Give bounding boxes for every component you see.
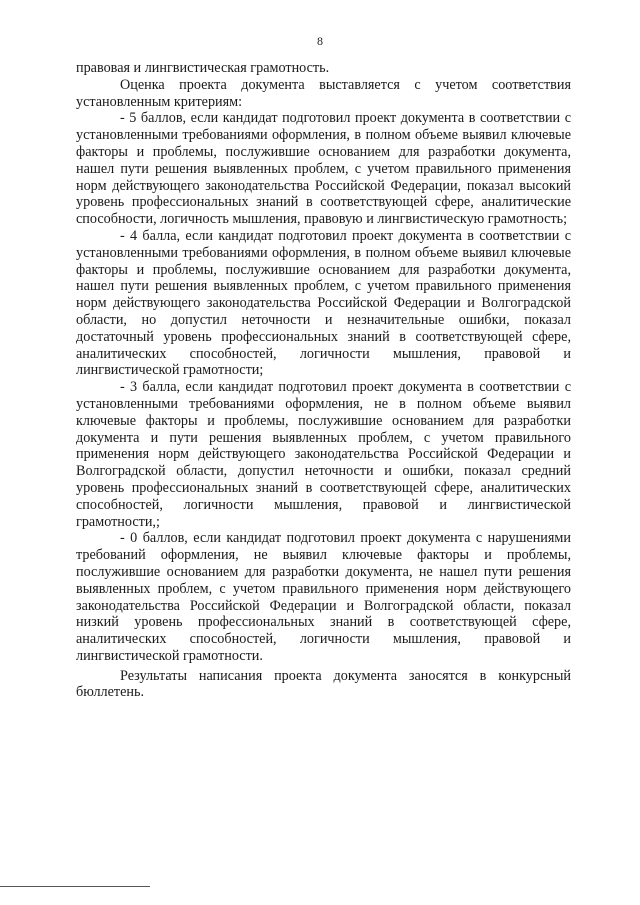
paragraph-criteria-intro: Оценка проекта документа выставляется с учетом соответствия установленным критериям:	[76, 76, 571, 110]
criterion-score-3: - 3 балла, если кандидат подготовил проект документа в соответствии с установленными требованиями оформления, не в полном объеме выявил ключевые факторы и проблемы, послужившие основанием для разработки документа и пути решения выявленных проблем, с учетом правильного применения норм действующего законодательства Российской Федерации и Волгоградской области, допустил неточности и ошибки, показал средний уровень профессиональных знаний в соответствующей сфере, аналитических способностей, логичности мышления, правовой и лингвистической грамотности,;	[76, 379, 571, 530]
page-number: 8	[317, 34, 323, 48]
paragraph-results: Результаты написания проекта документа заносятся в конкурсный бюллетень.	[76, 667, 571, 701]
criterion-score-4: - 4 балла, если кандидат подготовил проект документа в соответствии с установленными требованиями оформления, в полном объеме выявил ключевые факторы и проблемы, послужившие основанием для разработки документа, нашел пути решения выявленных проблем, с учетом правильного применения норм действующего законодательства Российской Федерации и Волгоградской области, но допустил неточности и незначительные ошибки, показал достаточный уровень профессиональных знаний в соответствующей сфере, аналитических способностей, логичности мышления, правовой и лингвистической грамотности;	[76, 227, 571, 379]
paragraph-intro-tail: правовая и лингвистическая грамотность.	[76, 60, 330, 76]
criterion-score-5: - 5 баллов, если кандидат подготовил проект документа в соответствии с установленными требованиями оформления, в полном объеме выявил ключевые факторы и проблемы, послужившие основанием для разработки документа, нашел пути решения выявленных проблем, с учетом правильного применения норм действующего законодательства Российской Федерации, показал высокий уровень профессиональных знаний в соответствующей сфере, аналитические способности, логичность мышления, правовую и лингвистическую грамотность;	[76, 110, 571, 228]
footnote-divider	[0, 886, 150, 887]
document-body	[76, 60, 571, 701]
criterion-score-0: - 0 баллов, если кандидат подготовил проект документа с нарушениями требований оформления, не выявил ключевые факторы и проблемы, послужившие основанием для разработки документа, не нашел пути решения выявленных проблем, с учетом правильного применения норм действующего законодательства Российской Федерации и Волгоградской области, показал низкий уровень профессиональных знаний в соответствующей сфере, аналитических способностей, логичности мышления, правовой и лингвистической грамотности.	[76, 530, 571, 664]
